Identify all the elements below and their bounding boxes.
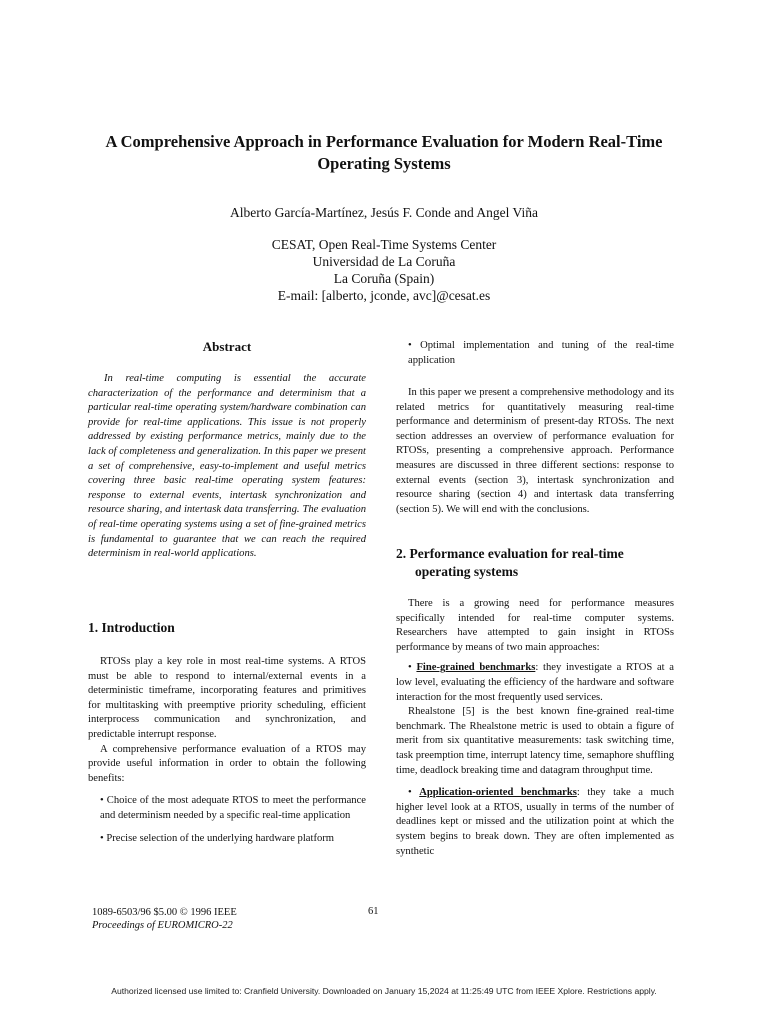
section-2-heading-line-1: 2. Performance evaluation for real-time xyxy=(396,546,624,561)
right-column-top xyxy=(396,339,674,368)
authors: Alberto García-Martínez, Jesús F. Conde and Angel Viña xyxy=(230,205,538,220)
paper-overview xyxy=(396,386,674,517)
title-line-1: A Comprehensive Approach in Performance Evaluation for Modern Real-Time xyxy=(105,132,663,151)
title-line-2: Operating Systems xyxy=(317,154,451,173)
introduction-heading: 1. Introduction xyxy=(88,620,175,635)
application-oriented-text: : they take a much higher level look at a RTOS, usually in terms of the number of deadlines kept or missed and the utilization point at which the system begins to break down. They are often implemented as synthetic xyxy=(396,787,674,857)
overview-paragraph: In this paper we present a comprehensive methodology and its related metrics for quantitatively measuring real-time performance and determinism of present-day RTOSs. The next section addresses an overview of performance evaluation for RTOSs, presenting a comprehensive approach. Performance measures are discussed in three different sections: response to external events (section 3), intertask synchronization and resource sharing (section 4) and intertask data transferring (section 5). We will end with the conclusions. xyxy=(396,387,674,515)
abstract-body xyxy=(88,372,366,562)
abstract-paragraph: In real-time computing is essential the accurate characterization of the performance and determinism that a particular real-time operating system/hardware combination can provide for real-time applications. This issue is not properly addressed by existing performance metrics, mainly due to the lack of completeness and generalization. In this paper we present a set of comprehensive, easy-to-implement and useful metrics covering three basic real-time operating system features: response to external events, intertask synchronization and resource sharing, and intertask data transferring. The evaluation of real-time operating systems using a set of fine-grained metrics is fundamental to guarantee that we can reach the required determinism in real-world applications. xyxy=(88,373,366,560)
section-2-paragraph-1: There is a growing need for performance measures specifically intended for real-time computer systems. Researchers have attempted to gain insight in RTOSs performance by means of two main approaches: xyxy=(396,598,674,653)
page-number: 61 xyxy=(368,906,379,917)
bullet-mark: • xyxy=(408,662,417,674)
fine-grained-text: : they investigate a RTOS at a low level, evaluating the efficiency of the hardware and software interaction for the most frequently used services. xyxy=(396,662,675,703)
rhealstone-paragraph: Rhealstone [5] is the best known fine-grained real-time benchmark. The Rhealstone metric is used to obtain a figure of merit from six quantitative measurements: task switching time, task preemption time, interrupt latency time, semaphore shuffling time, deadlock breaking time and datagram throughput time. xyxy=(396,706,674,776)
benefit-bullet-2: • Precise selection of the underlying hardware platform xyxy=(100,832,335,844)
email-line: E-mail: [alberto, jconde, avc]@cesat.es xyxy=(277,288,491,303)
abstract-heading: Abstract xyxy=(202,339,252,354)
footer-left xyxy=(92,906,237,932)
intro-paragraph-1: RTOSs play a key role in most real-time systems. A RTOS must be able to respond to internal/external events in a deterministic timeframe, incorporating features and primitives for multitasking with preemptive priority scheduling, efficient interprocess communication and synchronization, and predictable interrupt response. xyxy=(88,656,366,740)
application-oriented-bullet xyxy=(396,786,674,859)
section-2-heading-line-2: operating systems xyxy=(415,564,519,579)
application-oriented-term: Application-oriented benchmarks xyxy=(419,787,577,799)
affiliation-line: CESAT, Open Real-Time Systems Center xyxy=(271,237,497,252)
fine-grained-bullet xyxy=(396,661,674,705)
affiliation-line: Universidad de La Coruña xyxy=(312,254,456,269)
introduction-body xyxy=(88,655,366,846)
affiliation xyxy=(60,236,708,304)
benefit-bullet-1: • Choice of the most adequate RTOS to meet the performance and determinism needed by a specific real-time application xyxy=(100,795,366,821)
section-2-body xyxy=(396,597,674,859)
paper-title xyxy=(60,131,708,175)
benefit-bullet-3: • Optimal implementation and tuning of the real-time application xyxy=(408,340,674,366)
proceedings-line: Proceedings of EUROMICRO-22 xyxy=(92,920,233,931)
section-2-heading xyxy=(396,545,686,581)
issn-line: 1089-6503/96 $5.00 © 1996 IEEE xyxy=(92,907,237,918)
bullet-mark: • xyxy=(408,787,420,799)
license-notice: Authorized licensed use limited to: Cranfield University. Downloaded on January 15,2024 at 11:25:49 UTC from IEEE Xplore. Restrictions apply. xyxy=(111,986,657,996)
intro-paragraph-2: A comprehensive performance evaluation of a RTOS may provide useful information in order to obtain the following benefits: xyxy=(88,743,366,784)
fine-grained-term: Fine-grained benchmarks xyxy=(416,662,536,674)
affiliation-line: La Coruña (Spain) xyxy=(333,271,435,286)
